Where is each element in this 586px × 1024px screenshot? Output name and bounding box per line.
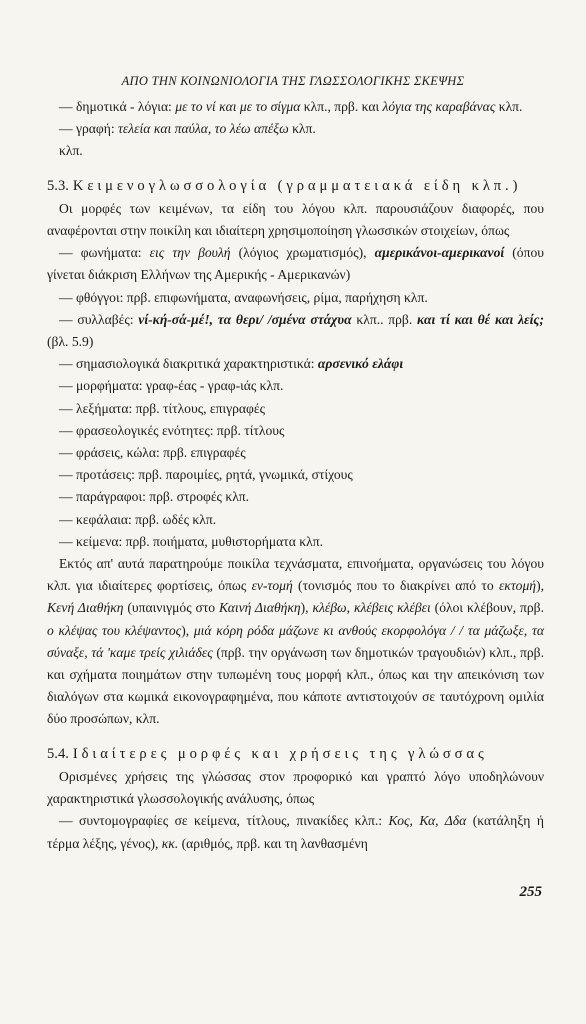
section-intro: Οι μορφές των κειμένων, τα είδη του λόγου κλπ. παρουσιάζουν διαφορές, που αναφέρονται στην ποικίλη και ιδιαίτερη χρησιμοποίηση γλωσσικών στοιχείων, όπως <box>47 200 544 239</box>
running-header: ΑΠΟ ΤΗΝ ΚΟΙΝΩΝΙΟΛΟΓΙΑ ΤΗΣ ΓΛΩΣΣΟΛΟΓΙΚΗΣ ΣΚΕΨΗΣ <box>121 74 465 88</box>
closing-paragraph: Εκτός απ' αυτά παρατηρούμε ποικίλα τεχνάσματα, επινοήματα, οργανώσεις του λόγου κλπ. για ιδιαίτερες φορτίσεις, όπως εν-τομή (τονισμός που το διακρίνει από το εκτομή), Κενή Διαθήκη (υπαινιγμός στο Καινή Διαθήκη), κλέβω, κλέβεις κλέβει (όλοι κλέβουν, πρβ. ο κλέψας του κλέψαντος), μιά κόρη ρόδα μάζωνε κι ανθούς εκορφολόγα / / τα μάζωξε, τα σύναξε, τά 'καμε τρείς χιλιάδες (πρβ. την οργάνωση των δημοτικών τραγουδιών) κλπ., πρβ. και σχήματα ποιημάτων στην τυπωμένη τους μορφή κλπ., όπως και την απεικόνιση των διαλόγων στα κωμικά εικονογραφημένα, που κάποτε αντιστοιχούν σε ταυτόχρονη ομιλία δύο προσώπων, κλπ. <box>47 556 545 727</box>
list-item: — φθόγγοι: πρβ. επιφωνήματα, αναφωνήσεις, ρίμα, παρήχηση κλπ. <box>59 289 428 305</box>
list-item: — δημοτικά - λόγια: με το νί και με το σίγμα κλπ., πρβ. και λόγια της καραβάνας κλπ. <box>59 99 523 114</box>
list-item: — συλλαβές: νί-κή-σά-μέ!, τα θερι/ /σμένα στάχυα κλπ.. πρβ. και τί και θέ και λείς; (βλ. 5.9) <box>47 311 544 350</box>
list-item: — φρασεολογικές ενότητες: πρβ. τίτλους <box>59 422 285 438</box>
list-item: — σημασιολογικά διακριτικά χαρακτηριστικά: αρσενικό ελάφι <box>59 356 404 372</box>
page-number: 255 <box>519 884 542 900</box>
list-item: — κείμενα: πρβ. ποιήματα, μυθιστορήματα κλπ. <box>59 533 323 549</box>
list-item: — λεξήματα: πρβ. τίτλους, επιγραφές <box>59 400 265 416</box>
list-item: κλπ. <box>59 143 83 159</box>
list-item: — φωνήματα: εις την βουλή (λόγιος χρωματισμός), αμερικάνοι-αμερικανοί (όπου γίνεται διάκριση Ελλήνων της Αμερικής - Αμερικανών) <box>47 245 544 283</box>
list-item: — παράγραφοι: πρβ. στροφές κλπ. <box>59 489 250 505</box>
section-heading-5-4: 5.4. Ιδιαίτερες μορφές και χρήσεις της γλώσσας <box>47 745 488 762</box>
section-heading-5-3: 5.3. Κειμενογλωσσολογία (γραμματειακά είδη κλπ.) <box>47 177 522 194</box>
list-item: — μορφήματα: γραφ-έας - γραφ-ιάς κλπ. <box>59 378 284 394</box>
list-item: — κεφάλαια: πρβ. ωδές κλπ. <box>59 511 217 527</box>
list-item: — φράσεις, κώλα: πρβ. επιγραφές <box>59 445 246 461</box>
list-item: — γραφή: τελεία και παύλα, το λέω απέξω κλπ. <box>59 121 316 137</box>
list-item: — προτάσεις: πρβ. παροιμίες, ρητά, γνωμικά, στίχους <box>59 467 353 483</box>
page-body <box>47 96 544 855</box>
section-intro: Ορισμένες χρήσεις της γλώσσας στον προφορικό και γραπτό λόγο υποδηλώνουν χαρακτηριστικά γλωσσολογικής ανάλυσης, όπως <box>47 768 544 807</box>
list-item: — συντομογραφίες σε κείμενα, τίτλους, πινακίδες κλπ.: Κος, Κα, Δδα (κατάληξη ή τέρμα λέξης, γένος), κκ. (αριθμός, πρβ. και τη λανθασμένη <box>47 813 544 851</box>
